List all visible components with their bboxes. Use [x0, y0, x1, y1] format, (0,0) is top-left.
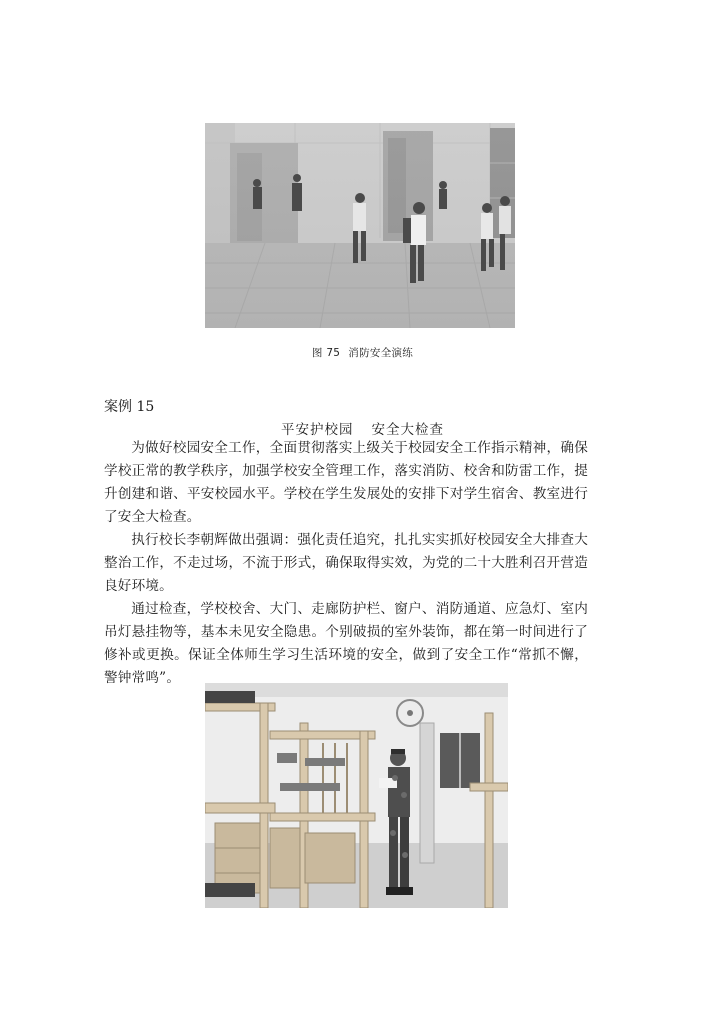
article-title-part2: 安全大检查: [371, 422, 444, 438]
dormitory-inspection-photo-image: [205, 683, 508, 908]
article-body: [104, 437, 588, 690]
body-paragraph: 执行校长李朝辉做出强调：强化责任追究，扎扎实实抓好校园安全大排查大整治工作，不走过场，不流于形式，确保取得实效，为党的二十大胜利召开营造良好环境。: [104, 532, 588, 594]
article-title-part1: 平安护校园: [281, 422, 354, 438]
dormitory-inspection-photo: [205, 683, 508, 908]
fire-drill-photo-image: [205, 123, 515, 328]
figure-caption-text: 消防安全演练: [348, 347, 414, 359]
figure-caption: [0, 345, 725, 360]
article-title: [0, 418, 725, 438]
case-label: 案例 15: [104, 399, 155, 415]
body-paragraph: 通过检查，学校校舍、大门、走廊防护栏、窗户、消防通道、应急灯、室内吊灯悬挂物等，基本未见安全隐患。个别破损的室外装饰，都在第一时间进行了修补或更换。保证全体师生学习生活环境的安全，做到了安全工作“常抓不懈，警钟常鸣”。: [104, 601, 588, 686]
fire-drill-photo: [205, 123, 515, 328]
body-paragraph: 为做好校园安全工作，全面贯彻落实上级关于校园安全工作指示精神，确保学校正常的教学秩序，加强学校安全管理工作，落实消防、校舍和防雷工作，提升创建和谐、平安校园水平。学校在学生发展处的安排下对学生宿舍、教室进行了安全大检查。: [104, 440, 588, 525]
figure-number: 图 75: [311, 347, 341, 359]
